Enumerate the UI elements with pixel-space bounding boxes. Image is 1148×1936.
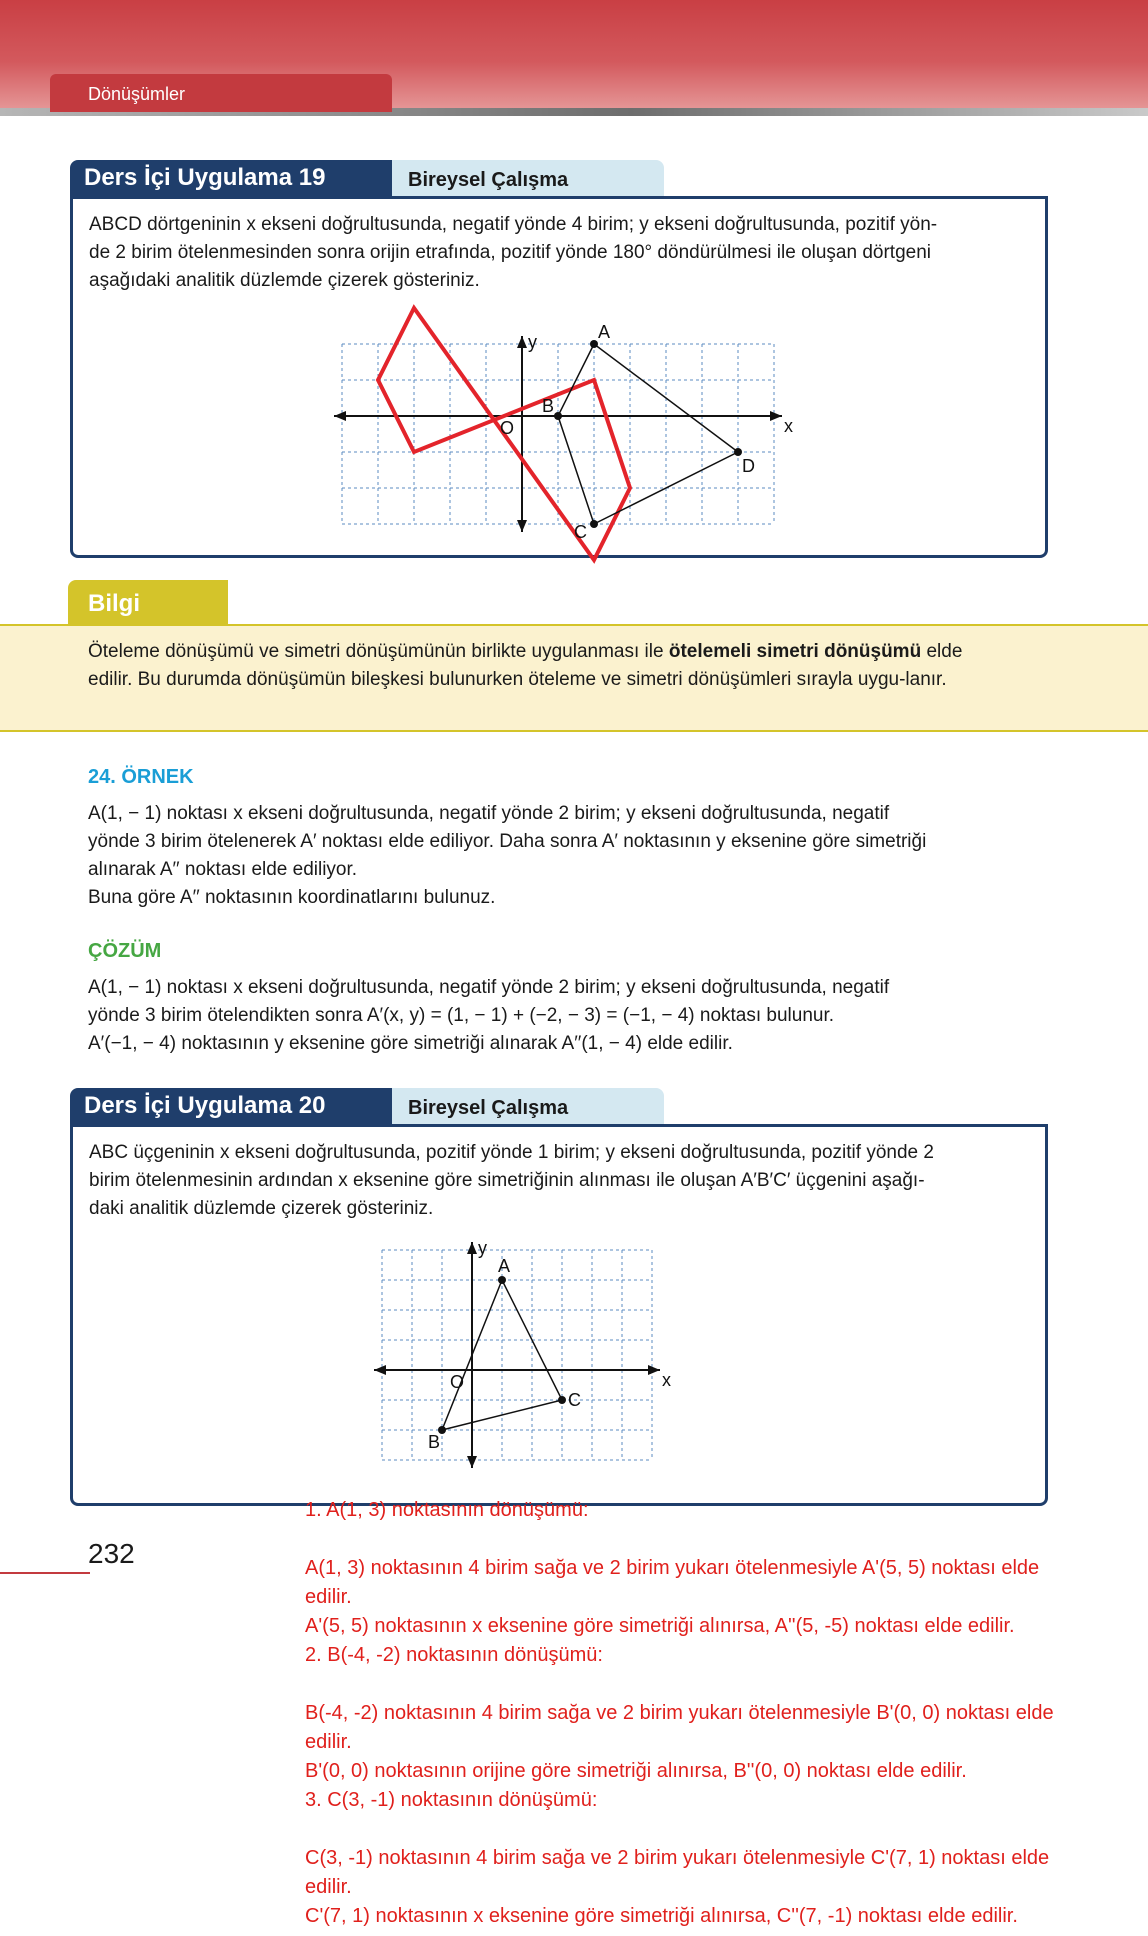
y-axis-label: y — [528, 332, 537, 352]
solution-line: A(1, − 1) noktası x ekseni doğrultusunda, negatif yönde 2 birim; y ekseni doğrultusunda, negatif — [88, 977, 890, 998]
vertex-label: C — [574, 522, 587, 542]
example-line: alınarak A′′ noktası elde ediliyor. — [88, 859, 358, 880]
app20-line: birim ötelenmesinin ardından x eksenine göre simetriğinin alınması ile oluşan A′B′C′ üçgenini aşağı- — [89, 1170, 925, 1191]
app20-coordinate-plane — [330, 1218, 730, 1498]
example-line: Buna göre A′′ noktasının koordinatlarını bulunuz. — [88, 887, 496, 908]
vertex-point — [498, 1276, 506, 1284]
app20-title: Ders İçi Uygulama 20 — [70, 1088, 392, 1124]
overlay-line: edilir. — [305, 1731, 352, 1753]
overlay-line: 3. C(3, -1) noktasının dönüşümü: — [305, 1789, 598, 1811]
example-line: A(1, − 1) noktası x ekseni doğrultusunda, negatif yönde 2 birim; y ekseni doğrultusunda, negatif — [88, 803, 890, 824]
y-axis-arrow — [517, 336, 527, 348]
y-axis-arrow — [467, 1242, 477, 1254]
app19-title: Ders İçi Uygulama 19 — [70, 160, 392, 196]
overlay-line: B'(0, 0) noktasının orijine göre simetriği alınırsa, B''(0, 0) noktası elde edilir. — [305, 1760, 967, 1782]
example-heading: 24. ÖRNEK — [88, 766, 194, 788]
app20-subtitle: Bireysel Çalışma — [392, 1088, 664, 1124]
app19-line: ABCD dörtgeninin x ekseni doğrultusunda, negatif yönde 4 birim; y ekseni doğrultusunda, pozitif yön- — [89, 214, 938, 235]
bilgi-bold-term: ötelemeli simetri dönüşümü — [668, 641, 922, 662]
x-axis-label: x — [662, 1370, 671, 1390]
axes — [374, 1242, 660, 1468]
vertex-point — [554, 412, 562, 420]
app19-line: aşağıdaki analitik düzlemde çizerek gösteriniz. — [89, 270, 480, 291]
overlay-line: edilir. — [305, 1876, 352, 1898]
x-axis-arrow — [648, 1365, 660, 1375]
overlay-line: C'(7, 1) noktasının x eksenine göre simetriği alınırsa, C''(7, -1) noktası elde edilir. — [305, 1905, 1018, 1927]
origin-label: O — [450, 1372, 465, 1392]
bilgi-box — [0, 624, 1148, 732]
overlay-line — [305, 1525, 1135, 1554]
solution-heading: ÇÖZÜM — [88, 940, 162, 962]
vertex-point — [734, 448, 742, 456]
solution-text — [88, 974, 1048, 1058]
example-line: yönde 3 birim ötelenerek A′ noktası elde ediliyor. Daha sonra A′ noktasının y eksenine göre simetriği — [88, 831, 927, 852]
page-number: 232 — [88, 1538, 135, 1569]
overlay-line — [305, 1815, 1135, 1844]
app20-line: ABC üçgeninin x ekseni doğrultusunda, pozitif yönde 1 birim; y ekseni doğrultusunda, pozitif yönde 2 — [89, 1142, 934, 1163]
chapter-title: Dönüşümler — [88, 84, 186, 104]
vertex-label: A — [498, 1256, 511, 1276]
polygon-edges — [558, 344, 738, 524]
overlay-line: A(1, 3) noktasının 4 birim sağa ve 2 birim yukarı ötelenmesiyle A'(5, 5) noktası elde — [305, 1557, 1040, 1579]
page-number-rule — [0, 1572, 90, 1574]
overlay-line: edilir. — [305, 1586, 352, 1608]
example-text — [88, 800, 1048, 912]
vertex-label: B — [428, 1432, 441, 1452]
original-shape — [554, 340, 742, 528]
app20-line: daki analitik düzlemde çizerek gösteriniz. — [89, 1198, 434, 1219]
solution-line: yönde 3 birim ötelendikten sonra A′(x, y) = (1, − 1) + (−2, − 3) = (−1, − 4) noktası bulunur. — [88, 1005, 835, 1026]
y-axis-arrow — [467, 1456, 477, 1468]
overlay-line: A'(5, 5) noktasının x eksenine göre simetriği alınırsa, A''(5, -5) noktası elde edilir. — [305, 1615, 1015, 1637]
solution-line: A′(−1, − 4) noktasının y eksenine göre simetriği alınarak A′′(1, − 4) elde edilir. — [88, 1033, 733, 1054]
app20-question — [89, 1139, 1033, 1223]
y-axis-arrow — [517, 520, 527, 532]
grid-lines — [382, 1250, 652, 1460]
app19-line: de 2 birim ötelenmesinden sonra orijin etrafında, pozitif yönde 180° döndürülmesi ile oluşan dörtgeni — [89, 242, 931, 263]
bilgi-text-1: Öteleme dönüşümü ve simetri dönüşümünün birlikte uygulanması ile — [88, 641, 669, 662]
x-axis-arrow — [374, 1365, 386, 1375]
bilgi-tab: Bilgi — [68, 580, 228, 624]
point-labels — [500, 322, 793, 542]
y-axis-label: y — [478, 1238, 487, 1258]
vertex-point — [558, 1396, 566, 1404]
vertex-label: B — [542, 396, 555, 416]
overlay-line: 1. A(1, 3) noktasının dönüşümü: — [305, 1499, 589, 1521]
app19-subtitle: Bireysel Çalışma — [392, 160, 664, 196]
x-axis-arrow — [334, 411, 346, 421]
answer-overlay — [305, 1496, 1135, 1931]
bilgi-text-2: elde edilir. Bu durumda dönüşümün bileşkesi bulunurken öteleme ve simetri dönüşümleri sırayla uygu-lanır. — [88, 641, 963, 690]
vertex-point — [590, 520, 598, 528]
overlay-line: 2. B(-4, -2) noktasının dönüşümü: — [305, 1644, 603, 1666]
overlay-line — [305, 1670, 1135, 1699]
vertex-label: D — [742, 456, 755, 476]
overlay-line: C(3, -1) noktasının 4 birim sağa ve 2 birim yukarı ötelenmesiyle C'(7, 1) noktası elde — [305, 1847, 1050, 1869]
overlay-line: B(-4, -2) noktasının 4 birim sağa ve 2 birim yukarı ötelenmesiyle B'(0, 0) noktası elde — [305, 1702, 1054, 1724]
app19-question — [89, 211, 1033, 295]
bilgi-text — [88, 638, 1012, 694]
app19-coordinate-plane — [280, 290, 793, 570]
origin-label: O — [500, 418, 515, 438]
vertex-point — [590, 340, 598, 348]
point-labels — [428, 1238, 671, 1452]
x-axis-label: x — [784, 416, 793, 436]
chapter-tab — [50, 74, 392, 112]
vertex-label: A — [598, 322, 611, 342]
vertex-label: C — [568, 1390, 581, 1410]
